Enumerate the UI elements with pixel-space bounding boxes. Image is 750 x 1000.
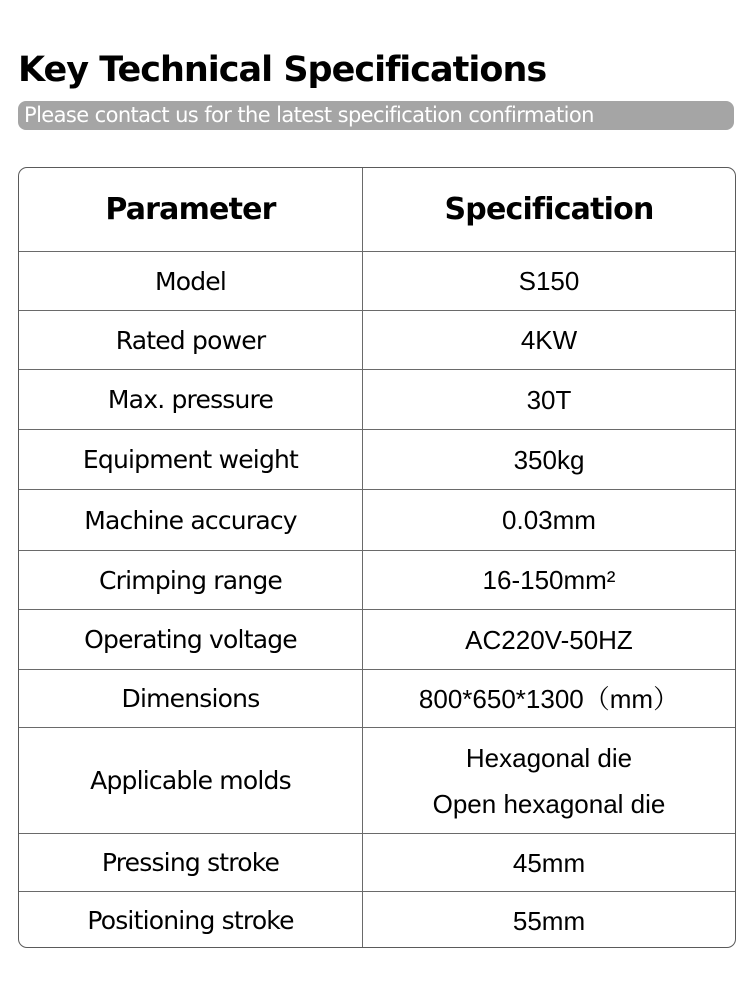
parameter-cell: Positioning stroke [19,892,363,948]
table-row [19,550,735,609]
specification-value: Open hexagonal die [432,788,666,819]
page-title: Key Technical Specifications [18,50,547,90]
subtitle-banner [18,101,734,130]
subtitle-text: Please contact us for the latest specification confirmation [24,103,594,127]
specification-cell [363,490,735,550]
specification-value: 45mm [512,847,586,878]
parameter-cell: Machine accuracy [19,490,363,550]
header-specification: Specification [444,192,654,227]
specification-cell [363,892,735,948]
specification-cell [363,370,735,429]
specification-value: AC220V-50HZ [465,624,633,655]
specification-cell [363,551,735,609]
specification-cell [363,430,735,489]
specification-cell [363,610,735,669]
table-row [19,489,735,550]
table-row [19,251,735,310]
table-row [19,833,735,891]
table-header-row [19,168,735,251]
parameter-cell: Applicable molds [19,728,363,833]
specification-cell [363,252,735,310]
parameter-cell: Model [19,252,363,310]
parameter-cell: Operating voltage [19,610,363,669]
specification-cell [363,728,735,833]
parameter-cell: Max. pressure [19,370,363,429]
specification-value: 0.03mm [502,505,596,535]
specification-value: 4KW [520,325,578,355]
table-row [19,727,735,833]
table-row [19,609,735,669]
specifications-table [18,167,736,948]
parameter-cell: Rated power [19,311,363,369]
specification-value: 16-150mm² [482,565,616,595]
parameter-cell: Crimping range [19,551,363,609]
specification-value: 350kg [513,444,585,475]
specification-value: 55mm [512,905,586,936]
specification-cell [363,311,735,369]
table-row [19,669,735,727]
parameter-cell: Pressing stroke [19,834,363,891]
specification-cell [363,834,735,891]
header-parameter: Parameter [19,168,363,251]
specification-value: Hexagonal die [465,742,633,773]
parameter-cell: Equipment weight [19,430,363,489]
table-row [19,429,735,489]
specification-value: 30T [526,384,572,415]
specification-cell [363,670,735,727]
parameter-cell: Dimensions [19,670,363,727]
specification-value: S150 [518,266,580,296]
table-row [19,310,735,369]
table-row [19,369,735,429]
specification-value: 800*650*1300（mm） [418,683,680,714]
table-row [19,891,735,948]
